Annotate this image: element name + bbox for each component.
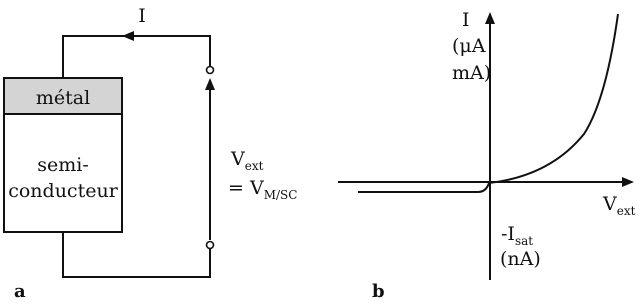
panel-b xyxy=(338,9,636,302)
metal-label: métal xyxy=(35,87,91,109)
semiconductor-label-line2: conducteur xyxy=(8,180,118,202)
y-axis-units-line2: mA) xyxy=(452,62,492,84)
iv-curve xyxy=(358,14,618,192)
top-wire xyxy=(63,36,210,78)
bottom-terminal xyxy=(207,242,214,249)
x-axis-label: $V_{ext}$ xyxy=(603,193,636,218)
saturation-units-label: (nA) xyxy=(500,248,541,270)
bottom-wire xyxy=(63,232,210,277)
y-axis-units-line1: (μA xyxy=(452,35,486,57)
panel-a xyxy=(4,5,297,302)
current-label: I xyxy=(138,5,146,27)
saturation-current-label: $-I_{sat}$ xyxy=(501,223,534,248)
panel-b-label: b xyxy=(372,281,385,302)
voltage-label: $V_{ext}$ xyxy=(231,148,264,173)
semiconductor-label-line1: semi- xyxy=(37,154,89,176)
panel-a-label: a xyxy=(14,281,26,302)
equals-voltage-label: = $V_{M/SC}$ xyxy=(228,177,298,202)
y-axis-label: I xyxy=(462,9,470,31)
top-terminal xyxy=(207,67,214,74)
